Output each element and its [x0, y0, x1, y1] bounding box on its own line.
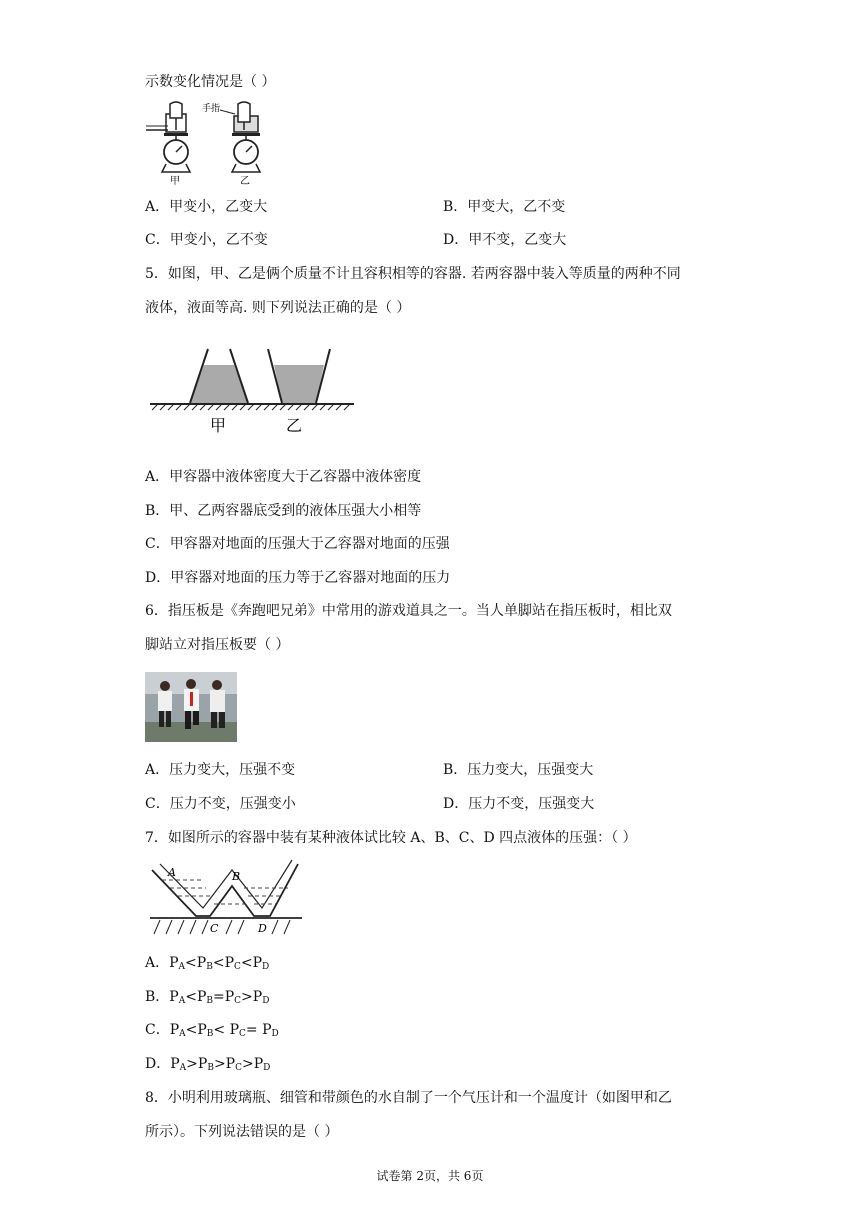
q4-scale-left — [146, 102, 190, 172]
q5-container-right — [268, 349, 330, 403]
q5-stem-line1: 5．如图，甲、乙是俩个质量不计且容积相等的容器. 若两容器中装入等质量的两种不同 — [145, 266, 681, 282]
q6-stem-line2: 脚站立对指压板要（ ） — [145, 637, 290, 653]
q7-option-d[interactable]: D．$P_A>P_B>P_C>P_D$ — [145, 1056, 271, 1073]
q7-ground — [150, 918, 302, 934]
q7-option-b[interactable]: B．$P_A<P_B=P_C>P_D$ — [145, 989, 270, 1006]
q5-stem-line2: 液体，液面等高. 则下列说法正确的是（ ） — [145, 300, 411, 316]
q6-stem-line1: 6．指压板是《奔跑吧兄弟》中常用的游戏道具之一。当人单脚站在指压板时，相比双 — [145, 603, 672, 619]
q6-photo — [145, 672, 237, 742]
q6-option-a[interactable]: A．压力变大，压强不变 — [145, 762, 296, 778]
q7-label-b: B — [232, 870, 241, 883]
q5-option-b[interactable]: B．甲、乙两容器底受到的液体压强大小相等 — [145, 503, 422, 519]
q4-option-d[interactable]: D．甲不变，乙变大 — [443, 232, 567, 248]
q6-option-c[interactable]: C．压力不变，压强变小 — [145, 796, 296, 812]
q4-label-finger: 手指 — [202, 104, 221, 114]
page-footer: 试卷第 2页，共 6页 — [376, 1169, 484, 1183]
q7-label-c: C — [210, 922, 219, 935]
q7-label-a: A — [168, 866, 176, 879]
q7-option-c[interactable]: C．$P_A<P_B< P_C= P_D$ — [145, 1022, 279, 1039]
q7-container-figure — [148, 858, 304, 940]
q4-label-right: 乙 — [240, 176, 250, 187]
q4-label-left: 甲 — [170, 176, 180, 187]
q5-option-a[interactable]: A．甲容器中液体密度大于乙容器中液体密度 — [145, 469, 422, 485]
q4-scale-right — [220, 102, 260, 172]
q7-label-d: D — [258, 922, 267, 935]
q5-option-c[interactable]: C．甲容器对地面的压强大于乙容器对地面的压强 — [145, 536, 450, 552]
q5-option-d[interactable]: D．甲容器对地面的压力等于乙容器对地面的压力 — [145, 570, 451, 586]
q5-container-left — [190, 349, 248, 403]
q6-option-d[interactable]: D．压力不变，压强变大 — [443, 796, 595, 812]
q4-option-b[interactable]: B．甲变大，乙不变 — [443, 199, 566, 215]
q7-option-a[interactable]: A．$P_A<P_B<P_C<P_D$ — [145, 955, 270, 972]
q8-stem-line1: 8．小明利用玻璃瓶、细管和带颜色的水自制了一个气压计和一个温度计（如图甲和乙 — [145, 1090, 672, 1106]
q4-option-a[interactable]: A．甲变小，乙变大 — [145, 199, 268, 215]
q5-ground — [150, 404, 354, 410]
q5-label-left: 甲 — [210, 416, 227, 435]
q5-label-right: 乙 — [286, 416, 303, 435]
q4-scale-figure — [140, 100, 270, 190]
q7-stem: 7．如图所示的容器中装有某种液体试比较 A、B、C、D 四点液体的压强：（ ） — [145, 830, 637, 846]
q6-option-b[interactable]: B．压力变大，压强变大 — [443, 762, 594, 778]
q8-stem-line2: 所示）。下列说法错误的是（ ） — [145, 1124, 339, 1140]
q4-stem-tail: 示数变化情况是（ ） — [145, 74, 276, 90]
q4-option-c[interactable]: C．甲变小，乙不变 — [145, 232, 268, 248]
q5-containers-figure — [148, 345, 358, 437]
